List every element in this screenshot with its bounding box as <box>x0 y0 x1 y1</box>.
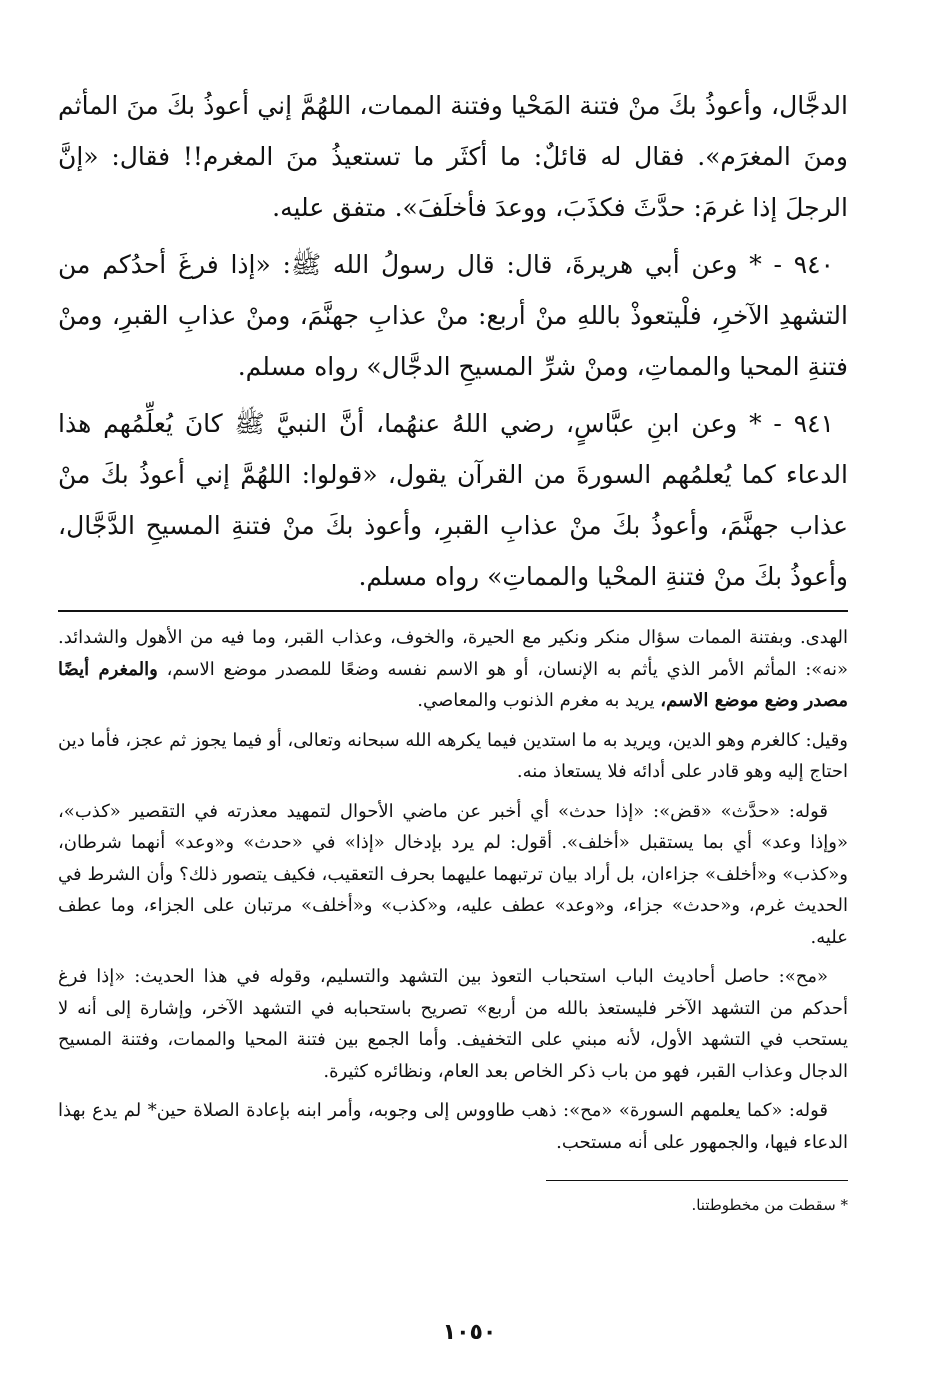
commentary-paragraph-4: «مح»: حاصل أحاديث الباب استحباب التعوذ بين التشهد والتسليم، وقوله في هذا الحديث: «إذا فرغ أحدكم من التشهد الآخر فليستعذ بالله من أربع» تصريح باستحبابه في التشهد الآخر، وإشارة إلى أنه لا يستحب في التشهد الأول، لأنه مبني على التخفيف. وأما الجمع بين فتنة المحيا والممات، وفتنة المسيح الدجال وعذاب القبر، فهو من باب ذكر الخاص بعد العام، ونظائره كثيرة. <box>58 966 848 1082</box>
commentary-bold-phrase: والمغرم أيضًا مصدر وضع موضع الاسم، <box>58 658 848 711</box>
commentary-paragraph-2: وقيل: كالغرم وهو الدين، ويريد به ما استدين فيما يكرهه الله سبحانه وتعالى، أو فيما يجوز ثم عجز، فأما دين احتاج إليه وهو قادر على أدائه فلا يستعاذ منه. <box>58 729 848 782</box>
text-commentary-divider <box>58 610 848 612</box>
commentary-paragraph-1-end: يريد به مغرم الذنوب والمعاصي. <box>417 690 655 711</box>
commentary-paragraph-1 <box>58 622 848 717</box>
hadith-941: ٩٤١ - * وعن ابنِ عبَّاسٍ، رضي اللهُ عنهُما، أنَّ النبيَّ ﷺ كانَ يُعلِّمُهم هذا الدعاء كما يُعلمُهم السورةَ من القرآن يقول، «قولوا: اللهُمَّ إني أعوذُ بكَ منْ عذاب جهنَّمَ، وأعوذُ بكَ منْ عذابِ القبرِ، وأعوذ بكَ منْ فتنةِ المسيحِ الدَّجَّال، وأعوذُ بكَ منْ فتنةِ المحْيا والمماتِ» رواه مسلم. <box>58 409 848 591</box>
commentary-paragraph-5: قوله: «كما يعلمهم السورة» «مح»: ذهب طاووس إلى وجوبه، وأمر ابنه بإعادة الصلاة حين* لم يدع بهذا الدعاء فيها، والجمهور على أنه مستحب. <box>58 1100 848 1153</box>
page-number: ١٠٥٠ <box>442 1320 497 1345</box>
commentary-paragraph-3: قوله: «حدَّث» «قض»: «إذا حدث» أي أخبر عن ماضي الأحوال لتمهيد معذرته في التقصير «كذب»، «وإذا وعد» أي بما يستقبل «أخلف». أقول: لم يرد بإدخال «إذا» في «حدث» و«وعد» أنهما شرطان، و«كذب» و«أخلف» جزاءان، بل أراد بيان ترتبهما عليهما بحرف التعقيب، فكيف يتصور ذلك؟ وأن الشرط في الحديث غرم، و«حدث» جزاء، و«وعد» عطف عليه، و«كذب» و«أخلف» مرتبان على الجزاء، وما عطف عليه. <box>58 800 848 948</box>
commentary-section <box>58 622 848 1158</box>
book-page <box>58 80 848 1217</box>
footnote-divider <box>546 1180 848 1181</box>
commentary-paragraph-1-text: الهدى. وبفتنة الممات سؤال منكر ونكير مع الحيرة، والخوف، وعذاب القبر، وما فيه من الأهول والشدائد. «نه»: المأثم الأمر الذي يأثم به الإنسان، أو هو الاسم نفسه وضعًا للمصدر موضع الاسم، <box>58 627 848 680</box>
hadith-940: ٩٤٠ - * وعن أبي هريرةَ، قال: قال رسولُ الله ﷺ: «إذا فرغَ أحدُكم من التشهدِ الآخرِ، فلْيتعوذْ باللهِ منْ أربع: منْ عذابِ جهنَّمَ، ومنْ عذابِ القبرِ، ومنْ فتنةِ المحيا والمماتِ، ومنْ شرِّ المسيحِ الدجَّال» رواه مسلم. <box>58 250 848 381</box>
hadith-text <box>58 80 848 602</box>
hadith-paragraph-continuation: الدجَّال، وأعوذُ بكَ منْ فتنة المَحْيا وفتنة الممات، اللهُمَّ إني أعوذُ بكَ منَ المأثم ومنَ المغرَم». فقال له قائلٌ: ما أكثَر ما تستعيذُ منَ المغرم!! فقال: «إنَّ الرجلَ إذا غرمَ: حدَّثَ فكذَبَ، ووعدَ فأخلَفَ». متفق عليه. <box>58 91 848 222</box>
footnote: * سقطت من مخطوطتنا. <box>691 1196 848 1214</box>
